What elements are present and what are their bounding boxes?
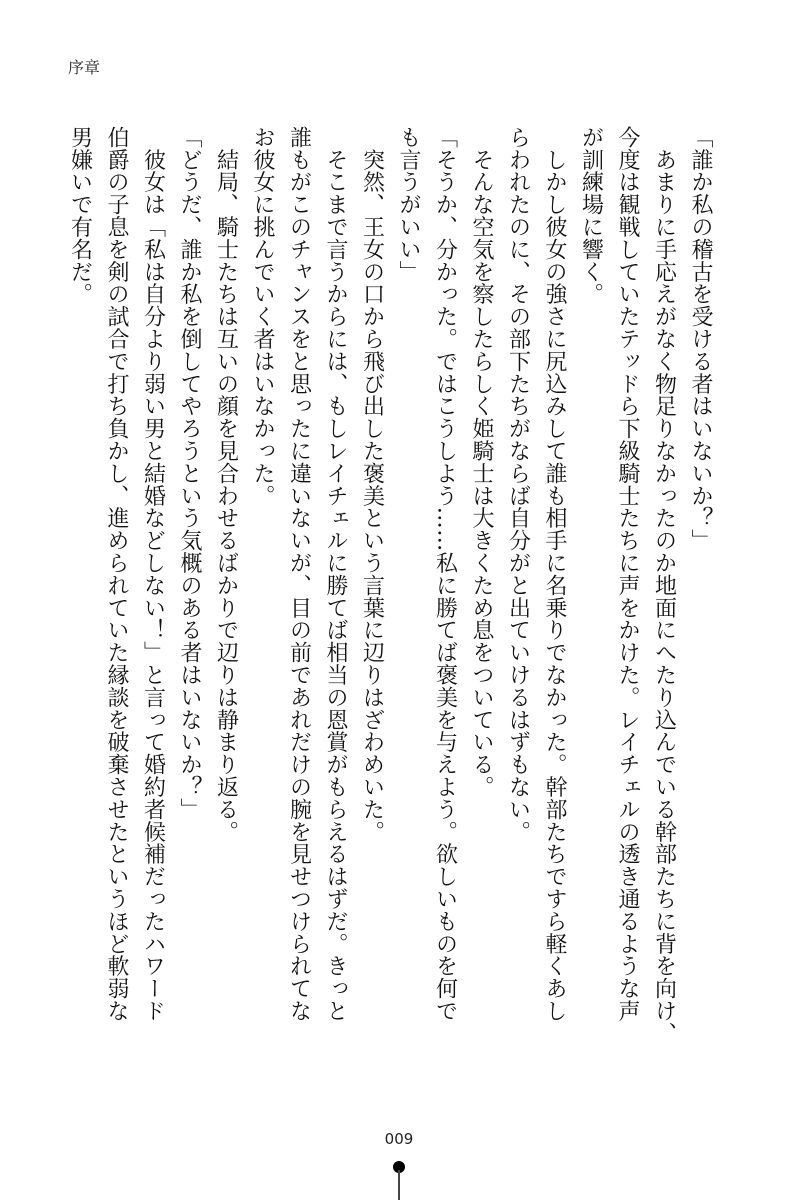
text-line: 「誰か私の稽古を受ける者はいないか？」 xyxy=(688,126,713,552)
text-line: あまりに手応えがなく物足りなかったのか地面にへたり込んでいる幹部たちに背を向け、 xyxy=(651,126,677,1045)
body-text xyxy=(61,126,718,1056)
text-line: 誰もがこのチャンスをと思ったに違いないが、目の前であれだけの腕を見せつけられてな xyxy=(286,126,312,1022)
text-line: も言うがいい」 xyxy=(396,126,421,283)
text-line: 突然、王女の口から飛び出した褒美という言葉に辺りはざわめいた。 xyxy=(359,126,385,843)
text-line: そんな空気を察したらしく姫騎士は大きくため息をついている。 xyxy=(469,126,494,798)
text-line: 男嫌いで有名だ。 xyxy=(67,126,93,306)
text-line: 結局、騎士たちは互いの顔を見合わせるばかりで辺りは静まり返る。 xyxy=(213,126,239,843)
text-line: お彼女に挑んでいく者はいなかった。 xyxy=(250,126,275,507)
text-line: 彼女は「私は自分より弱い男と結婚などしない！」と言って婚約者候補だったハワード xyxy=(140,126,166,1022)
chapter-header: 序章 xyxy=(68,58,101,77)
text-line: らわれたのに、その部下たちがならば自分がと出ていけるはずもない。 xyxy=(505,126,531,843)
text-line: 「どうだ、誰か私を倒してやろうという気概のある者はいないか？」 xyxy=(177,126,202,821)
text-line: 「そうか、分かった。ではこうしよう……私に勝てば褒美を与えよう。欲しいものを何で xyxy=(432,126,458,1022)
text-line: しかし彼女の強さに尻込みして誰も相手に名乗りでなかった。幹部たちですら軽くあし xyxy=(542,126,567,1022)
text-line: そこまで言うからには、もしレイチェルに勝てば相当の恩賞がもらえるはずだ。きっと xyxy=(323,126,348,1022)
page-number: 009 xyxy=(384,1130,414,1148)
text-line: 伯爵の子息を剣の試合で打ち負かし、進められていた縁談を破棄させたというほど軟弱な xyxy=(104,126,129,1022)
text-line: が訓練場に響く。 xyxy=(578,126,604,306)
text-line: 今度は観戦していたテッドら下級騎士たちに声をかけた。レイチェルの透き通るような声 xyxy=(615,126,640,1022)
page-marker-line xyxy=(398,1170,400,1200)
